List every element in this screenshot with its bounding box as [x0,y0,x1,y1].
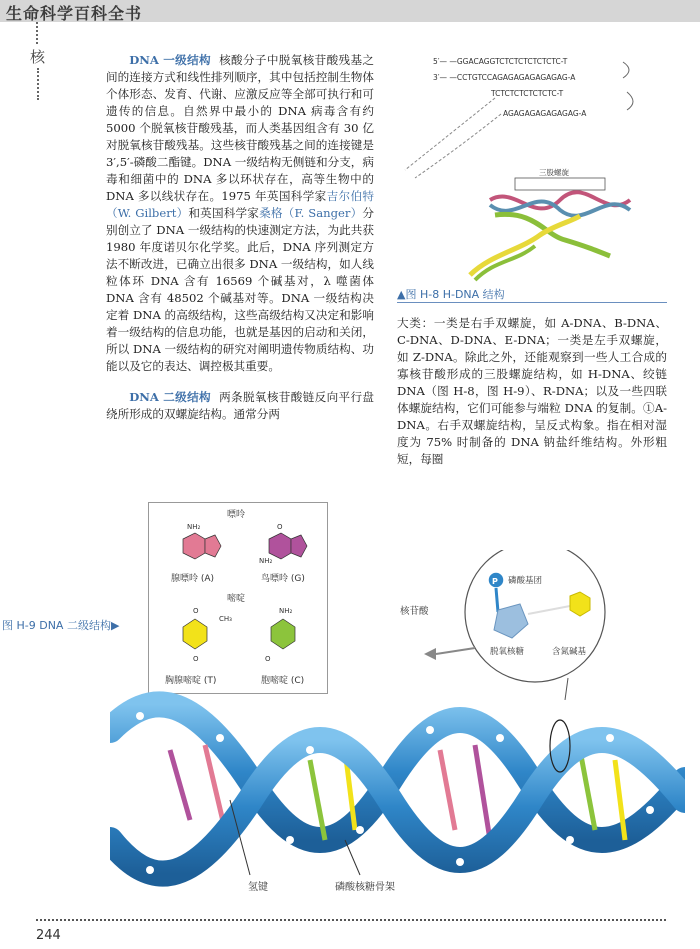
adenine-nh2: NH₂ [187,523,201,531]
dna-double-helix [110,690,685,905]
figure-h8-caption: ▲图 H-8 H-DNA 结构 [397,288,505,301]
left-column [106,52,374,423]
paragraph-text: 和英国科学家 [188,206,260,220]
seq-line-2: 3′— —CCTGTCCAGAGAGAGAGAGAG-A [433,73,576,82]
seq-line-1: 5′— —GGACAGGTCTCTCTCTCTCTC-T [433,57,568,66]
thymine-label: 胸腺嘧啶 (T) [165,676,217,686]
link-gilbert[interactable]: 吉尔伯特（W. Gilbert） [106,189,374,220]
page-number: 244 [36,928,61,943]
term-primary-structure: DNA 一级结构 [129,53,211,67]
section-index-char: 核 [30,48,46,66]
caption-rule [397,302,667,303]
cytosine-nh2: NH₂ [279,607,293,615]
paragraph-text: 分别创立了 DNA 一级结构的快速测定方法，为此共获 1980 年度诺贝尔化学奖。此后，DNA 序列测定方法不断改进，已确立出很多 DNA 一级结构，如人线粒体环 DNA 含有 16569 个碱基对，λ 噬菌体 DNA 含有 48502 个碱基对等。DNA 一级结构决定着 DNA 的高级结构，这些高级结构又决定和影响着一级结构的信息功能，也就是基因的启动和关闭，所以 DNA 一级结构的研究对阐明遗传物质结构、功能以及它的表达、调控极其重要。 [106,206,374,373]
nucleotide-label: 核苷酸 [400,606,429,617]
triplex-label: 三股螺旋 [539,168,569,177]
figure-h8-hdna [395,50,675,285]
book-title: 生命科学百科全书 [6,4,143,23]
seq-line-3: TCTCTCTCTCTCTC-T [491,89,564,98]
guanine-nh2: NH₂ [259,557,273,565]
figure-h9-caption: 图 H-9 DNA 二级结构▶ [2,619,120,632]
footer-divider [36,919,666,921]
bases-panel [148,502,328,694]
seq-line-4: AGAGAGAGAGAGAG-A [503,109,587,118]
cytosine-label: 胞嘧啶 (C) [261,676,305,686]
pyrimidine-title: 嘧啶 [227,594,246,604]
section-divider [37,68,39,100]
sugar-label: 脱氧核糖 [490,647,525,657]
link-sanger[interactable]: 桑格（F. Sanger） [259,206,363,220]
purine-title: 嘌呤 [227,510,246,520]
thymine-o: O [193,607,199,615]
adenine-label: 腺嘌呤 (A) [171,574,215,584]
nucleotide-zoom [380,550,700,700]
cytosine-o: O [265,655,271,663]
paragraph-text: 核酸分子中脱氧核苷酸残基之间的连接方式和线性排列顺序，其中包括控制生物体个体形态、发育、代谢、应激反应等全部可执行和可遗传的信息。自然界中最小的 DNA 病毒含有约 5000 个脱氧核苷酸残基，而人类基因组含有 30 亿对脱氧核苷酸残基。这些核苷酸残基之间的连接键是 3′,5′-磷酸二酯键。DNA 一级结构无侧链和分支，病毒和细菌中的 DNA 多以环状存在，高等生物中的 DNA 多以线状存在。1975 年英国科学家 [106,53,374,203]
caption-text: 图 H-9 DNA 二级结构 [2,619,111,632]
cytosine-ring [271,619,295,649]
guanine-o: O [277,523,283,531]
guanine-label: 鸟嘌呤 (G) [261,574,305,584]
hbond-label: 氢键 [248,882,268,893]
thymine-ring [183,619,207,649]
paragraph-secondary-structure [106,389,374,423]
right-column: 大类：一类是右手双螺旋，如 A-DNA、B-DNA、C-DNA、D-DNA、E-DNA；一类是左手双螺旋，如 Z-DNA。除此之外，还能观察到一些人工合成的寡核苷酸形成的三股螺旋结构，如 H-DNA、绞链 DNA（图 H-8，图 H-9）、R-DNA；以及一些四联体螺旋结构，它们可能参与端粒 DNA 的复制。①A-DNA。右手双螺旋结构，呈反式构象。指在相对湿度为 75% 时制备的 DNA 钠盐纤维结构。外形粗短，每圈 [397,316,667,466]
guanine-ring [269,533,291,559]
paragraph-primary-structure [106,52,374,375]
phosphate-label: 磷酸基团 [508,576,543,586]
header-divider [36,22,39,44]
thymine-ch3: CH₃ [219,615,232,623]
backbone-label: 磷酸核糖骨架 [335,882,395,893]
paragraph-text: 两条脱氧核苷酸链反向平行盘绕所形成的双螺旋结构。通常分两 [106,390,374,421]
bases-diagram [149,503,327,693]
phosphate-letter: P [492,577,498,586]
term-secondary-structure: DNA 二级结构 [129,390,211,404]
adenine-ring [183,533,205,559]
base-label: 含氮碱基 [552,647,587,657]
thymine-o2: O [193,655,199,663]
caption-text: 图 H-8 H-DNA 结构 [405,288,505,301]
